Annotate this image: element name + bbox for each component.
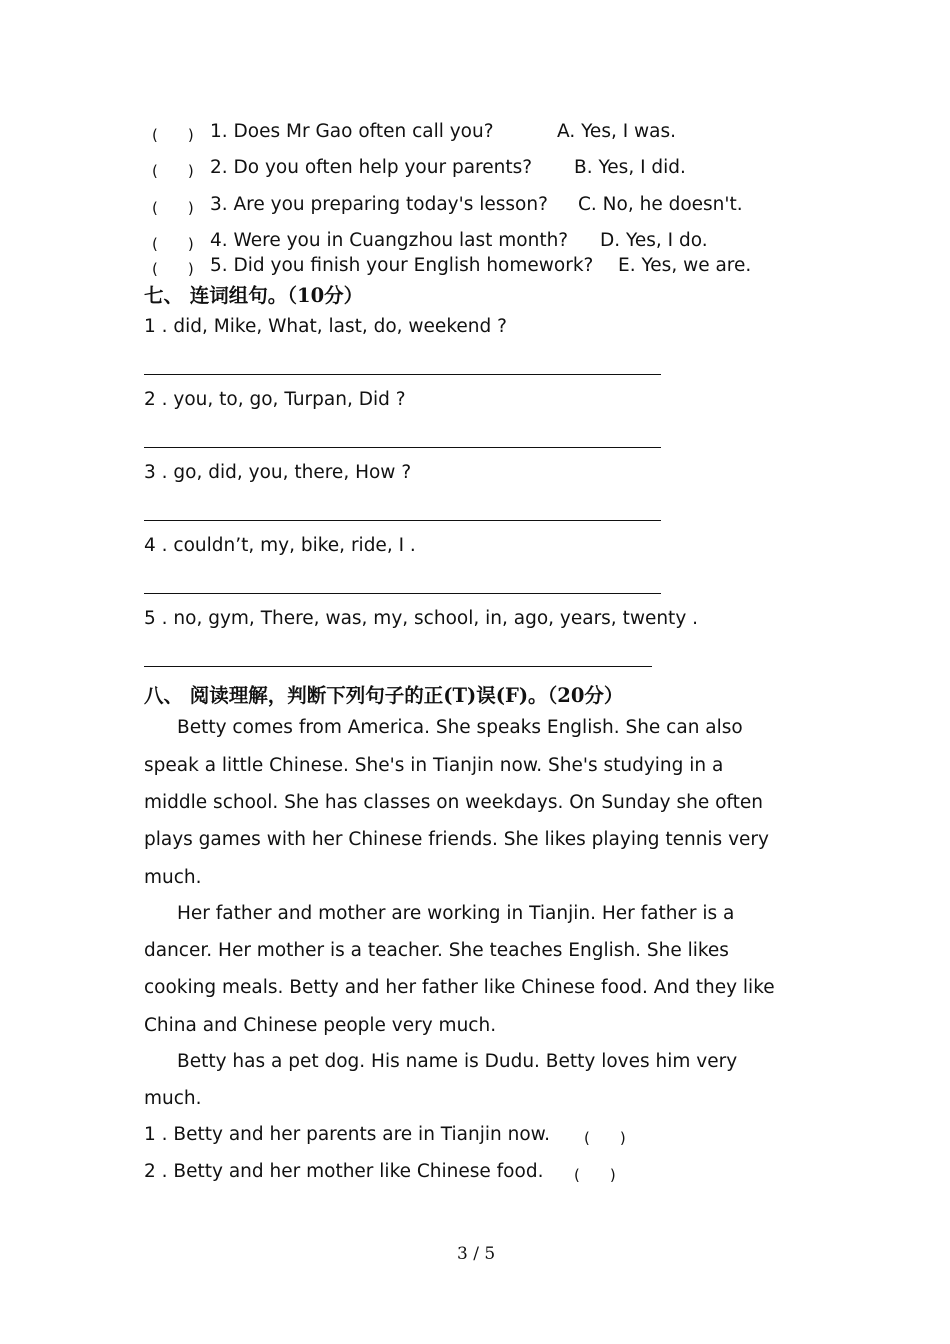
answer-paren[interactable]: ( ) bbox=[584, 1129, 626, 1147]
section-heading: 七、 连词组句。（10分） bbox=[144, 284, 364, 307]
word-order-item: 3 . go, did, you, there, How ? bbox=[144, 462, 412, 483]
answer-line[interactable] bbox=[144, 520, 661, 521]
passage-line: much. bbox=[144, 1088, 202, 1109]
passage-line: Betty comes from America. She speaks English. She can also bbox=[177, 717, 743, 738]
passage-line: dancer. Her mother is a teacher. She teaches English. She likes bbox=[144, 940, 729, 961]
word-order-item: 1 . did, Mike, What, last, do, weekend ? bbox=[144, 316, 507, 337]
answer-paren[interactable]: ( ) bbox=[574, 1166, 616, 1184]
page-number: 3 / 5 bbox=[457, 1244, 496, 1264]
passage-line: Betty has a pet dog. His name is Dudu. Betty loves him very bbox=[177, 1051, 738, 1072]
passage-line: Her father and mother are working in Tianjin. Her father is a bbox=[177, 903, 735, 924]
word-order-item: 5 . no, gym, There, was, my, school, in, ago, years, twenty . bbox=[144, 608, 699, 629]
matching-answer: A. Yes, I was. bbox=[557, 121, 677, 142]
answer-paren: ( ) bbox=[152, 235, 194, 253]
answer-paren: ( ) bbox=[152, 126, 194, 144]
matching-question: 2. Do you often help your parents? bbox=[210, 157, 533, 178]
answer-paren: ( ) bbox=[152, 162, 194, 180]
matching-answer: D. Yes, I do. bbox=[600, 230, 708, 251]
matching-answer: B. Yes, I did. bbox=[574, 157, 686, 178]
passage-line: cooking meals. Betty and her father like Chinese food. And they like bbox=[144, 977, 775, 998]
matching-question: 5. Did you finish your English homework? bbox=[210, 255, 594, 276]
answer-paren: ( ) bbox=[152, 260, 194, 278]
word-order-item: 4 . couldn’t, my, bike, ride, I . bbox=[144, 535, 416, 556]
passage-line: much. bbox=[144, 867, 202, 888]
matching-question: 4. Were you in Cuangzhou last month? bbox=[210, 230, 569, 251]
matching-question: 1. Does Mr Gao often call you? bbox=[210, 121, 494, 142]
answer-paren: ( ) bbox=[152, 199, 194, 217]
section-heading: 八、 阅读理解，判断下列句子的正(T)误(F)。（20分） bbox=[144, 684, 624, 707]
tf-question: 2 . Betty and her mother like Chinese food. bbox=[144, 1161, 544, 1182]
answer-line[interactable] bbox=[144, 593, 661, 594]
answer-line[interactable] bbox=[144, 374, 661, 375]
matching-answer: E. Yes, we are. bbox=[618, 255, 752, 276]
word-order-item: 2 . you, to, go, Turpan, Did ? bbox=[144, 389, 406, 410]
passage-line: middle school. She has classes on weekdays. On Sunday she often bbox=[144, 792, 763, 813]
matching-answer: C. No, he doesn't. bbox=[578, 194, 743, 215]
tf-question: 1 . Betty and her parents are in Tianjin now. bbox=[144, 1124, 550, 1145]
passage-line: speak a little Chinese. She's in Tianjin now. She's studying in a bbox=[144, 755, 724, 776]
passage-line: plays games with her Chinese friends. She likes playing tennis very bbox=[144, 829, 769, 850]
passage-line: China and Chinese people very much. bbox=[144, 1015, 497, 1036]
matching-question: 3. Are you preparing today's lesson? bbox=[210, 194, 548, 215]
answer-line[interactable] bbox=[144, 666, 652, 667]
answer-line[interactable] bbox=[144, 447, 661, 448]
